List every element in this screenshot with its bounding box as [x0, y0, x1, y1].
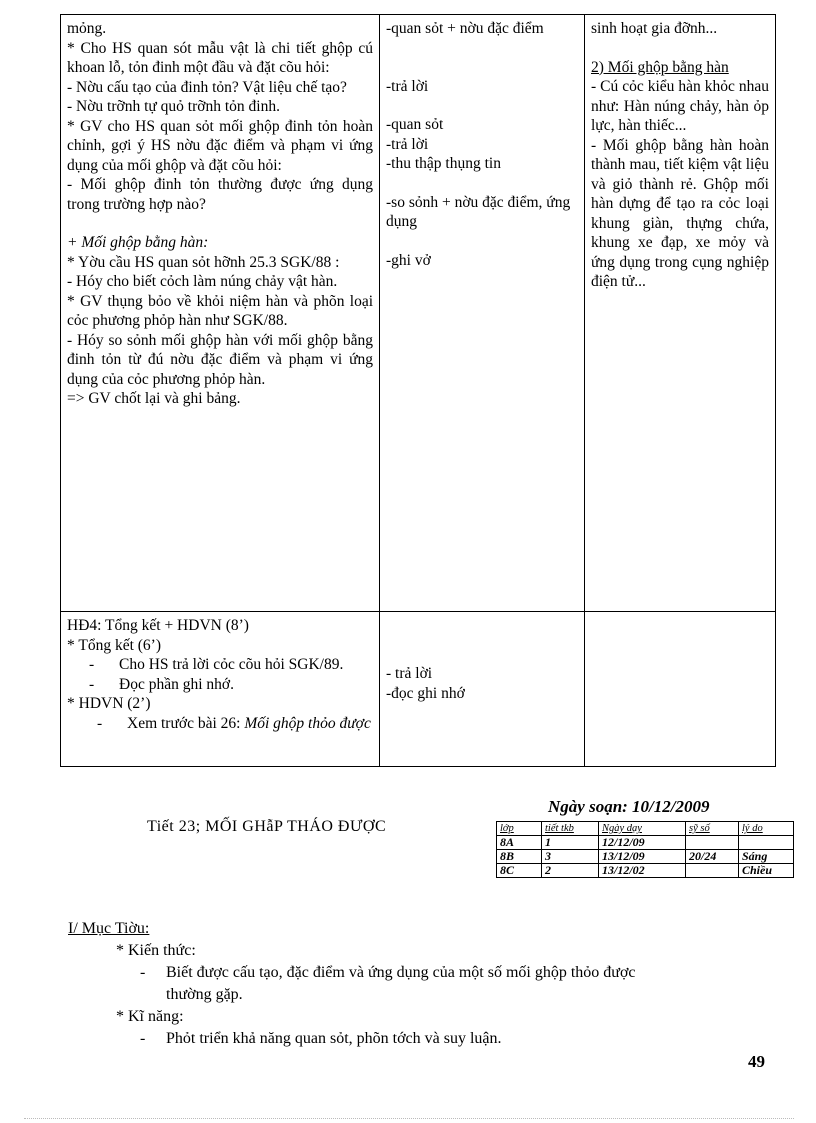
table-cell: 8A: [497, 836, 542, 850]
bullet-mark: -: [140, 1030, 146, 1047]
table-cell: 13/12/02: [599, 864, 686, 878]
paragraph: * Cho HS quan sót mẫu vật là chi tiết ghộp cú khoan lỗ, tỏn đinh một đầu và đặt cõu hỏi:: [67, 39, 373, 76]
summary-item: Đọc phần ghi nhớ.: [119, 675, 234, 693]
paragraph: -quan sỏt + nờu đặc điểm: [386, 20, 544, 37]
paragraph: * GV thụng bỏo về khỏi niệm hàn và phõn loại cỏc phương phỏp hàn như SGK/88.: [67, 292, 373, 329]
paragraph: -trả lời: [386, 77, 429, 95]
list-item: [67, 655, 373, 675]
bullet-mark: -: [140, 964, 146, 981]
paragraph: [386, 232, 578, 251]
summary-heading: * Tổng kết (6’): [67, 636, 161, 654]
header-cell: tiết tkb: [542, 822, 599, 836]
table-cell: 12/12/09: [599, 836, 686, 850]
bullet-mark: -: [97, 714, 103, 732]
paragraph: -thu thập thụng tin: [386, 155, 501, 172]
paragraph: [386, 39, 578, 58]
lesson-table-row: [61, 612, 776, 767]
teacher-activity-cell: [61, 612, 380, 767]
table-row: [497, 836, 794, 850]
table-cell: 1: [542, 836, 599, 850]
list-item: [68, 1028, 768, 1050]
student-activity-cell: [380, 15, 585, 612]
knowledge-heading: * Kiến thức:: [116, 942, 196, 959]
lesson-table: [60, 14, 776, 767]
table-cell: [739, 836, 794, 850]
bullet-mark: -: [89, 656, 95, 673]
skills-item: Phỏt triển khả năng quan sỏt, phõn tớch và suy luận.: [166, 1030, 502, 1047]
paragraph: - Mối ghộp bằng hàn hoàn thành mau, tiết kiệm vật liệu và giỏ thành rẻ. Ghộp mối hàn dựng để tạo ra cỏc loại khung giàn, thựng chứa, khung xe đạp, xe mỏy và ứng dụng trong cụng nghiệp điện tử...: [591, 136, 769, 290]
lesson-content-text: [591, 19, 769, 292]
knowledge-item-continuation: thường gặp.: [166, 986, 243, 1003]
header-cell: sỹ số: [686, 822, 739, 836]
paragraph: [67, 214, 373, 233]
objectives-heading: I/ Mục Tiờu:: [68, 920, 150, 937]
summary-item: Cho HS trả lời cỏc cõu hỏi SGK/89.: [119, 656, 344, 673]
header-cell: lớp: [497, 822, 542, 836]
paragraph: -ghi vở: [386, 251, 431, 269]
paragraph: 2) Mối ghộp bằng hàn: [591, 58, 729, 76]
table-row: [497, 864, 794, 878]
homework-heading: * HDVN (2’): [67, 695, 151, 712]
knowledge-item: Biết được cấu tạo, đặc điểm và ứng dụng của một số mối ghộp thỏo được: [166, 964, 636, 981]
table-cell: [686, 836, 739, 850]
paragraph: - Nờu cấu tạo của đinh tỏn? Vật liệu chế tạo?: [67, 78, 347, 96]
lesson-content-cell: [585, 612, 776, 767]
objectives-section: [68, 918, 768, 1050]
list-item: [67, 714, 373, 734]
schedule-header-row: [497, 822, 794, 836]
student-activity-text: [386, 19, 578, 270]
paragraph: -trả lời: [386, 135, 429, 153]
table-cell: 20/24: [686, 850, 739, 864]
list-item: [67, 675, 373, 695]
page-number: 49: [748, 1052, 765, 1071]
page-footer-divider: [24, 1118, 794, 1119]
teacher-activity-cell: [61, 15, 380, 612]
header-cell: lý do: [739, 822, 794, 836]
lesson-content-cell: [585, 15, 776, 612]
teacher-activity-text: [67, 19, 373, 409]
table-row: [497, 850, 794, 864]
table-cell: Chiều: [739, 864, 794, 878]
skills-heading: * Kĩ năng:: [116, 1008, 184, 1025]
paragraph: - Nờu trỡnh tự quỏ trỡnh tỏn đinh.: [67, 98, 280, 115]
paragraph: * Yờu cầu HS quan sỏt hỡnh 25.3 SGK/88 :: [67, 253, 340, 271]
table-cell: Sáng: [739, 850, 794, 864]
header-cell: Ngày dạy: [599, 822, 686, 836]
paragraph: - Mối ghộp đinh tỏn thường được ứng dụng trong trường hợp nào?: [67, 176, 373, 213]
bullet-mark: -: [89, 675, 95, 693]
paragraph: + Mối ghộp bằng hàn:: [67, 234, 209, 251]
homework-item: [127, 714, 371, 734]
paragraph: - Hóy so sỏnh mối ghộp hàn với mối ghộp bằng đinh tỏn từ đú nờu đặc điểm và phạm vi ứng dụng của cỏc phương phỏp hàn.: [67, 331, 373, 388]
paragraph: [386, 58, 578, 77]
table-cell: 8C: [497, 864, 542, 878]
table-cell: 2: [542, 864, 599, 878]
paragraph: [386, 96, 578, 115]
paragraph: -quan sỏt: [386, 116, 444, 133]
paragraph: - Cú cỏc kiểu hàn khỏc nhau như: Hàn núng chảy, hàn ỏp lực, hàn thiếc...: [591, 78, 769, 134]
paragraph: - Hóy cho biết cỏch làm núng chảy vật hàn.: [67, 273, 338, 290]
paragraph: * GV cho HS quan sỏt mối ghộp đinh tỏn hoàn chỉnh, gợi ý HS nờu đặc điểm và phạm vi ứng dụng của mối ghộp và đặt cõu hỏi:: [67, 117, 373, 174]
table-cell: 8B: [497, 850, 542, 864]
homework-item-text: Xem trước bài 26:: [127, 714, 245, 732]
paragraph: [591, 39, 769, 58]
preparation-date: Ngày soạn: 10/12/2009: [548, 797, 710, 816]
lesson-title: Tiết 23; MỐI GHẫP THÁO ĐƯỢC: [147, 818, 387, 835]
paragraph: mỏng.: [67, 20, 107, 37]
list-item: [68, 962, 768, 984]
homework-item-title: Mối ghộp thỏo được: [244, 714, 371, 732]
schedule-table: [496, 821, 794, 878]
table-cell: [686, 864, 739, 878]
student-activity-cell: [380, 612, 585, 767]
paragraph: [386, 174, 578, 193]
paragraph: sinh hoạt gia đỡnh...: [591, 20, 718, 37]
paragraph: -so sỏnh + nờu đặc điểm, ứng dụng: [386, 193, 571, 230]
paragraph: => GV chốt lại và ghi bảng.: [67, 390, 241, 407]
table-cell: 13/12/09: [599, 850, 686, 864]
student-answer: - trả lời: [386, 665, 433, 682]
student-answer: -đọc ghi nhớ: [386, 684, 465, 702]
lesson-table-row: [61, 15, 776, 612]
activity-heading: HĐ4: Tổng kết + HDVN (8’): [67, 617, 249, 634]
table-cell: 3: [542, 850, 599, 864]
